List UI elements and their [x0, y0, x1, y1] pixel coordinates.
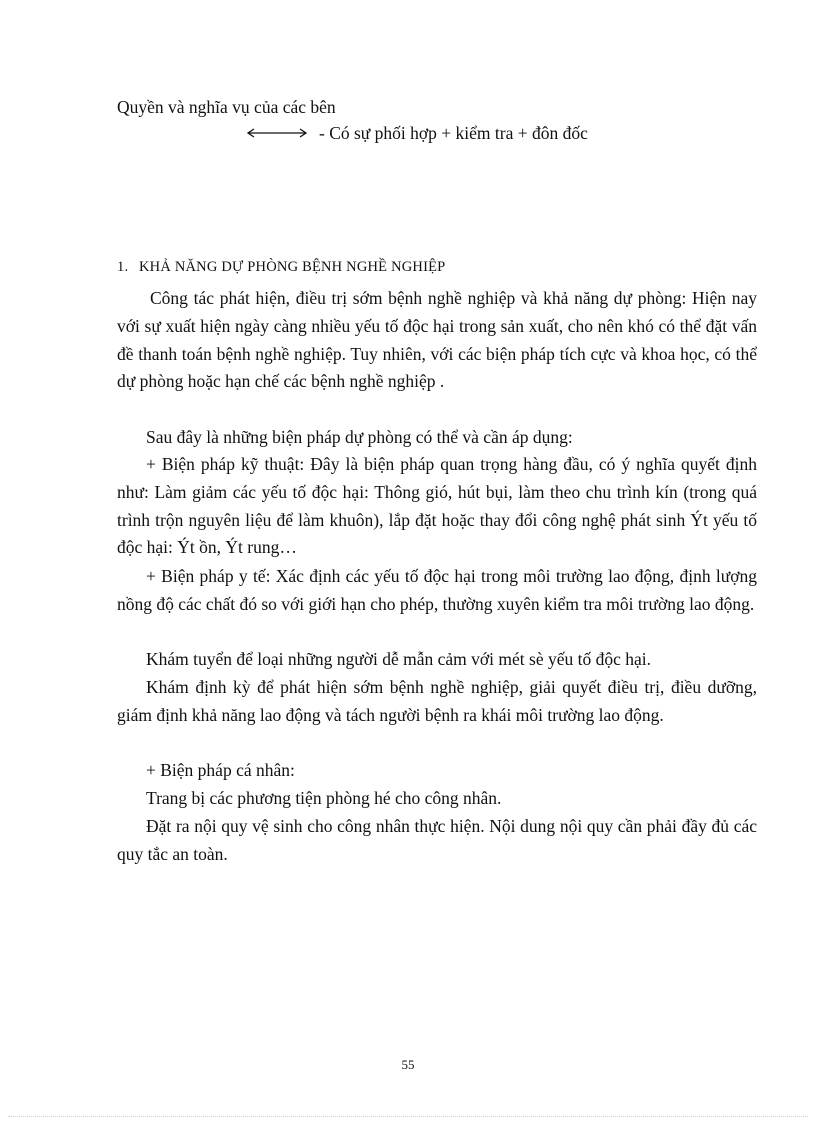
- paragraph-measures-intro: Sau đây là những biện pháp dự phòng có thể và cần áp dụng:: [146, 427, 573, 447]
- page-bottom-divider: [8, 1116, 808, 1117]
- coordination-row: [245, 122, 588, 144]
- paragraph-intro: Công tác phát hiện, điều trị sớm bệnh nghề nghiệp và khả năng dự phòng: Hiện nay với sự xuất hiện ngày càng nhiều yếu tố độc hại trong sản xuất, cho nên khó có thể đặt vấn đề thanh toán bệnh nghề nghiệp. Tuy nhiên, với các biện pháp tích cực và khoa học, có thể dự phòng hoặc hạn chế các bệnh nghề nghiệp .: [117, 288, 757, 392]
- paragraph-medical-measures: + Biện pháp y tế: Xác định các yếu tố độc hại trong môi trường lao động, định lượng nồng độ các chất đó so với giới hạn cho phép, thường xuyên kiểm tra môi trường lao động.: [117, 566, 757, 614]
- section-number: 1.: [117, 259, 129, 275]
- double-headed-arrow-icon: [245, 127, 309, 139]
- paragraph-technical-measures: + Biện pháp kỹ thuật: Đây là biện pháp quan trọng hàng đầu, có ý nghĩa quyết định như: Làm giảm các yếu tố độc hại: Thông gió, hút bụi, làm theo chu trình kín (trong quá trình trộn nguyên liệu để làm khuôn), lắp đặt hoặc thay đổi công nghệ phát sinh Ýt yếu tố độc hại: Ýt ồn, Ýt rung…: [117, 454, 757, 558]
- page-number: 55: [401, 1057, 415, 1072]
- paragraph-protective-equipment: Trang bị các phương tiện phòng hé cho công nhân.: [146, 788, 502, 808]
- rights-obligations-line: Quyền và nghĩa vụ của các bên: [117, 97, 336, 117]
- section-title: KHẢ NĂNG DỰ PHÒNG BỆNH NGHỀ NGHIỆP: [139, 259, 446, 275]
- coordination-text: - Có sự phối hợp + kiểm tra + đôn đốc: [319, 122, 588, 143]
- paragraph-hygiene-rules: Đặt ra nội quy vệ sinh cho công nhân thực hiện. Nội dung nội quy cần phải đầy đủ các quy tắc an toàn.: [117, 816, 757, 864]
- paragraph-periodic-exam: Khám định kỳ để phát hiện sớm bệnh nghề nghiệp, giải quyết điều trị, điều dưỡng, giám định khả năng lao động và tách người bệnh ra khái môi trường lao động.: [117, 677, 757, 725]
- paragraph-personal-measures: + Biện pháp cá nhân:: [146, 760, 295, 780]
- section-heading: [117, 259, 445, 276]
- paragraph-recruitment-exam: Khám tuyển để loại những người dễ mẫn cảm với mét sè yếu tố độc hại.: [146, 649, 651, 669]
